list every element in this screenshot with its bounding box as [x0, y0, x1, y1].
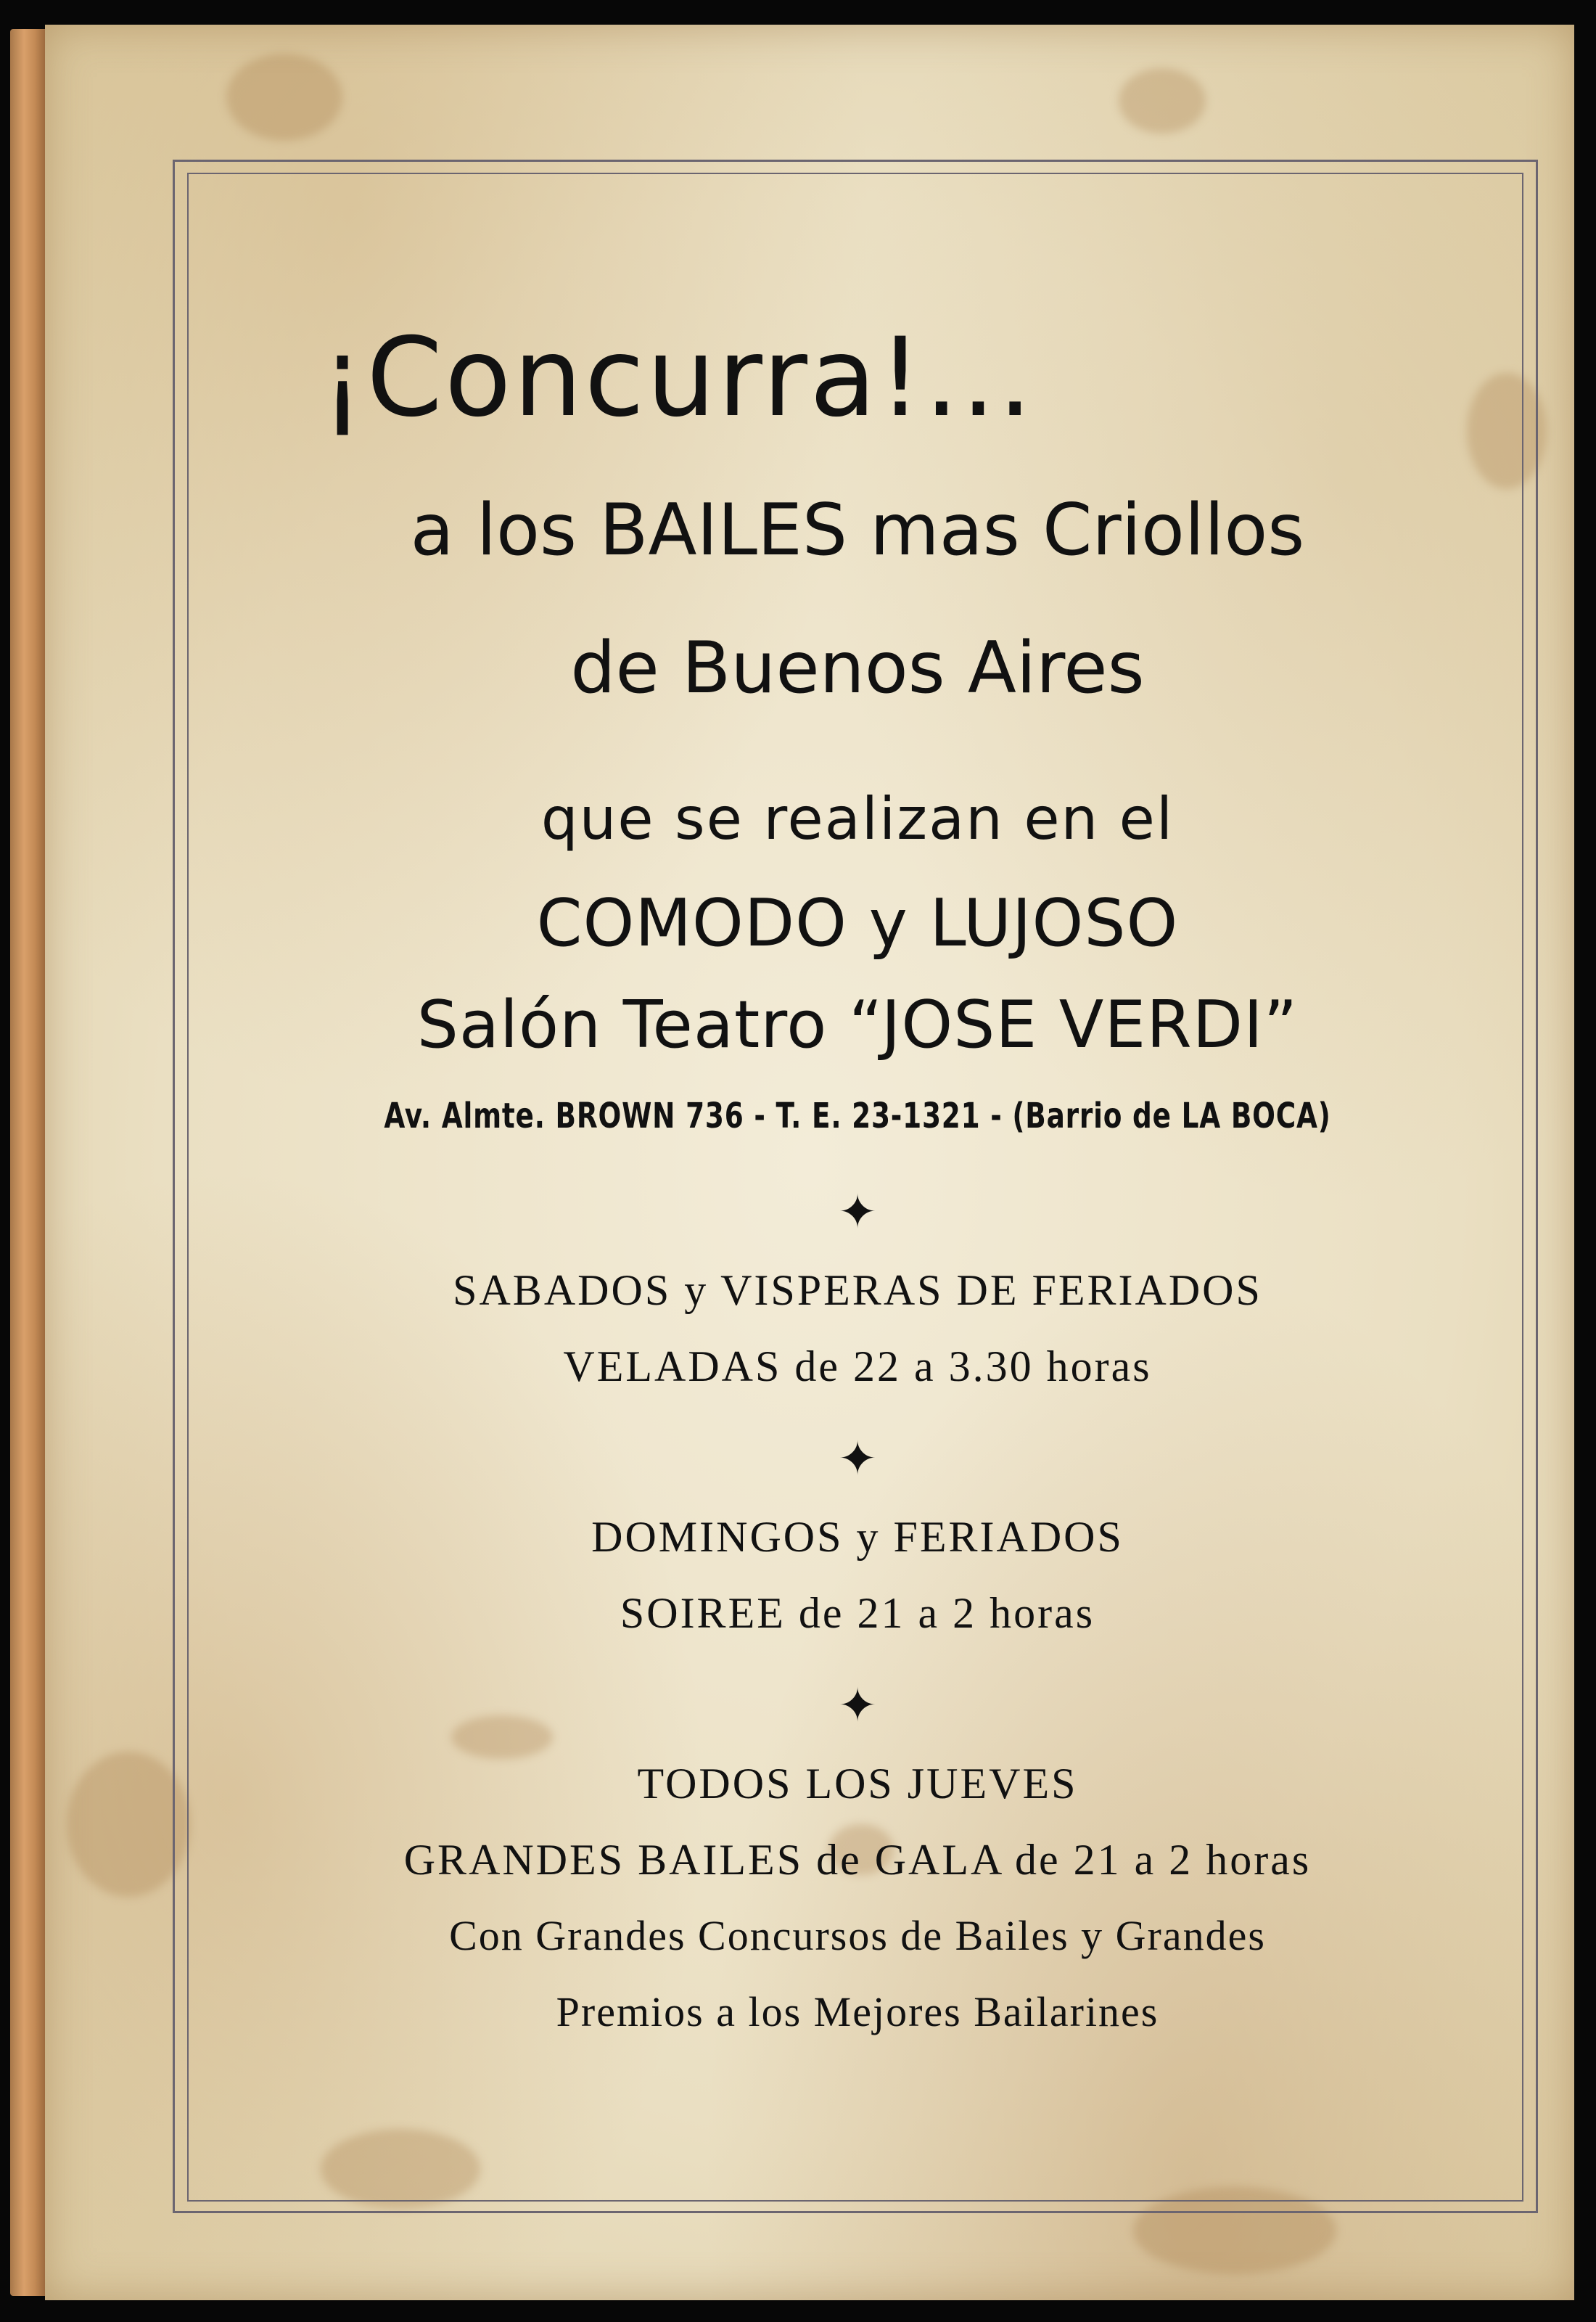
- subheadline-line-1: a los BAILES mas Criollos: [410, 489, 1305, 572]
- schedule-saturday-heading: SABADOS y VISPERAS DE FERIADOS: [453, 1266, 1262, 1314]
- paper-stain: [67, 1752, 190, 1897]
- schedule-saturday-detail: VELADAS de 22 a 3.30 horas: [563, 1342, 1152, 1390]
- venue-intro: que se realizan en el: [540, 785, 1175, 853]
- schedule-thursday-detail: GRANDES BAILES de GALA de 21 a 2 horas: [403, 1836, 1312, 1884]
- separator-star-icon: ✦: [838, 1432, 877, 1486]
- schedule-thursday-note-1: Con Grandes Concursos de Bailes y Grandes: [449, 1912, 1266, 1959]
- schedule-sunday-heading: DOMINGOS y FERIADOS: [591, 1513, 1124, 1561]
- schedule-thursday-heading: TODOS LOS JUEVES: [637, 1760, 1078, 1808]
- venue-name: Salón Teatro “JOSE VERDI”: [416, 987, 1299, 1063]
- separator-star-icon: ✦: [838, 1186, 877, 1239]
- venue-address: Av. Almte. BROWN 736 - T. E. 23-1321 - (Barrio de LA BOCA): [384, 1096, 1331, 1136]
- paper-page: [45, 25, 1574, 2300]
- separator-star-icon: ✦: [838, 1679, 877, 1733]
- schedule-thursday-note-2: Premios a los Mejores Bailarines: [556, 1988, 1159, 2035]
- paper-stain: [226, 54, 342, 141]
- venue-descriptor: COMODO y LUJOSO: [536, 885, 1179, 961]
- schedule-sunday-detail: SOIREE de 21 a 2 horas: [620, 1589, 1095, 1637]
- subheadline-line-2: de Buenos Aires: [570, 627, 1145, 710]
- paper-stain: [1119, 68, 1206, 134]
- headline: ¡Concurra!...: [321, 315, 1035, 441]
- book-spine-edge: [10, 29, 45, 2296]
